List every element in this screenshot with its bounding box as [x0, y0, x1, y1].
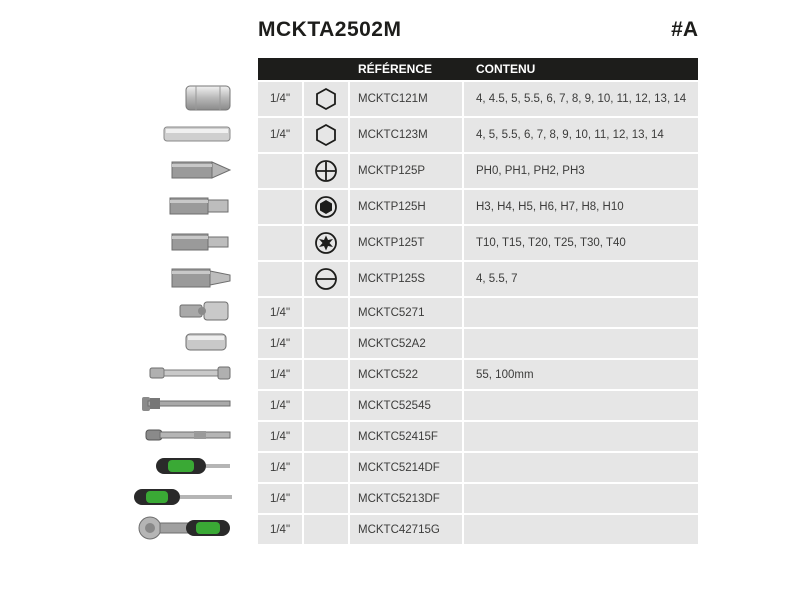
- content-cell: [466, 82, 698, 116]
- reference-cell: [350, 391, 464, 420]
- reference-cell: [350, 154, 464, 188]
- content-cell: [466, 226, 698, 260]
- reference-cell: [350, 190, 464, 224]
- torx-bit-tool: [120, 224, 240, 260]
- size-cell-text: 1/4": [269, 337, 291, 350]
- reference-cell-text: MCKTC123M: [358, 129, 428, 141]
- size-cell: [258, 226, 304, 260]
- icon-cell: [304, 226, 350, 260]
- reference-cell: [350, 422, 464, 451]
- size-cell-text: 1/4": [269, 492, 291, 505]
- content-cell-text: H3, H4, H5, H6, H7, H8, H10: [476, 201, 624, 213]
- reference-cell: [350, 226, 464, 260]
- content-cell: [466, 360, 698, 389]
- content-cell: [466, 453, 698, 482]
- set-code: #A: [671, 18, 698, 41]
- table-row: [258, 116, 698, 152]
- reference-cell-text: MCKTP125H: [358, 201, 426, 213]
- reference-cell-text: MCKTC52A2: [358, 337, 426, 350]
- table-row: [258, 188, 698, 224]
- table-row: [258, 420, 698, 451]
- phillips-icon: [314, 159, 338, 183]
- reference-cell: [350, 329, 464, 358]
- size-cell-text: 1/4": [269, 306, 291, 319]
- hex-bit-tool: [120, 188, 240, 224]
- table-row: [258, 296, 698, 327]
- icon-cell: [304, 484, 350, 513]
- content-cell: [466, 329, 698, 358]
- table-row: [258, 80, 698, 116]
- hexagon-socket-icon: [314, 87, 338, 111]
- reference-cell: [350, 360, 464, 389]
- content-cell: [466, 154, 698, 188]
- reference-cell: [350, 453, 464, 482]
- size-cell: [258, 484, 304, 513]
- size-cell: [258, 329, 304, 358]
- size-cell: [258, 82, 304, 116]
- size-cell-text: 1/4": [269, 129, 291, 141]
- table-row: [258, 152, 698, 188]
- reference-cell-text: MCKTC5213DF: [358, 492, 440, 505]
- hex-key-icon: [314, 195, 338, 219]
- icon-cell: [304, 82, 350, 116]
- size-cell: [258, 515, 304, 544]
- page-title: MCKTA2502M: [258, 18, 402, 41]
- table-row: [258, 327, 698, 358]
- size-cell-text: 1/4": [269, 461, 291, 474]
- phillips-bit-tool: [120, 152, 240, 188]
- icon-cell: [304, 154, 350, 188]
- reference-cell-text: MCKTC5214DF: [358, 461, 440, 474]
- content-cell: [466, 118, 698, 152]
- reference-cell: [350, 118, 464, 152]
- icon-cell: [304, 262, 350, 296]
- size-cell: [258, 262, 304, 296]
- slotted-bit-tool: [120, 260, 240, 296]
- icon-cell: [304, 391, 350, 420]
- size-cell: [258, 154, 304, 188]
- table-row: [258, 451, 698, 482]
- reference-cell: [350, 262, 464, 296]
- contents-table: [258, 58, 698, 544]
- size-cell-text: 1/4": [269, 368, 291, 381]
- size-cell: [258, 118, 304, 152]
- reference-cell: [350, 484, 464, 513]
- reference-cell-text: MCKTC42715G: [358, 523, 440, 536]
- table-row: [258, 260, 698, 296]
- long-socket-tool: [120, 116, 240, 152]
- size-cell: [258, 453, 304, 482]
- reference-cell-text: MCKTC121M: [358, 93, 428, 105]
- content-cell: [466, 298, 698, 327]
- icon-cell: [304, 329, 350, 358]
- content-cell-text: 4, 5, 5.5, 6, 7, 8, 9, 10, 11, 12, 13, 14: [476, 129, 664, 141]
- table-row: [258, 358, 698, 389]
- content-cell-text: 55, 100mm: [476, 368, 534, 381]
- content-cell: [466, 262, 698, 296]
- icon-cell: [304, 360, 350, 389]
- reference-cell-text: MCKTC52415F: [358, 430, 438, 443]
- icon-cell: [304, 190, 350, 224]
- ratchet-tool: [120, 511, 240, 547]
- size-cell: [258, 422, 304, 451]
- table-row: [258, 224, 698, 260]
- reference-cell-text: MCKTP125P: [358, 165, 426, 177]
- size-cell-text: 1/4": [269, 523, 291, 536]
- table-header: [258, 58, 698, 80]
- size-cell: [258, 298, 304, 327]
- torx-icon: [314, 231, 338, 255]
- hexagon-socket-icon: [314, 123, 338, 147]
- icon-cell: [304, 118, 350, 152]
- socket-tool: [120, 80, 240, 116]
- icon-cell: [304, 298, 350, 327]
- reference-cell-text: MCKTC5271: [358, 306, 425, 319]
- content-cell: [466, 190, 698, 224]
- size-cell: [258, 360, 304, 389]
- content-cell: [466, 515, 698, 544]
- reference-cell-text: MCKTC522: [358, 368, 419, 381]
- table-row: [258, 389, 698, 420]
- size-cell: [258, 190, 304, 224]
- reference-cell: [350, 298, 464, 327]
- reference-cell-text: MCKTP125S: [358, 273, 426, 285]
- header-reference: RÉFÉRENCE: [358, 62, 433, 76]
- slotted-icon: [314, 267, 338, 291]
- content-cell-text: T10, T15, T20, T25, T30, T40: [476, 237, 626, 249]
- table-row: [258, 482, 698, 513]
- icon-cell: [304, 422, 350, 451]
- header-contenu: CONTENU: [476, 62, 536, 76]
- reference-cell-text: MCKTP125T: [358, 237, 425, 249]
- size-cell: [258, 391, 304, 420]
- content-cell: [466, 422, 698, 451]
- icon-cell: [304, 453, 350, 482]
- table-row: [258, 513, 698, 544]
- content-cell: [466, 391, 698, 420]
- size-cell-text: 1/4": [269, 93, 291, 105]
- content-cell-text: 4, 5.5, 7: [476, 273, 518, 285]
- content-cell-text: 4, 4.5, 5, 5.5, 6, 7, 8, 9, 10, 11, 12, 13, 14: [476, 93, 687, 105]
- size-cell-text: 1/4": [269, 430, 291, 443]
- reference-cell-text: MCKTC52545: [358, 399, 431, 412]
- icon-cell: [304, 515, 350, 544]
- content-cell-text: PH0, PH1, PH2, PH3: [476, 165, 585, 177]
- content-cell: [466, 484, 698, 513]
- size-cell-text: 1/4": [269, 399, 291, 412]
- reference-cell: [350, 515, 464, 544]
- reference-cell: [350, 82, 464, 116]
